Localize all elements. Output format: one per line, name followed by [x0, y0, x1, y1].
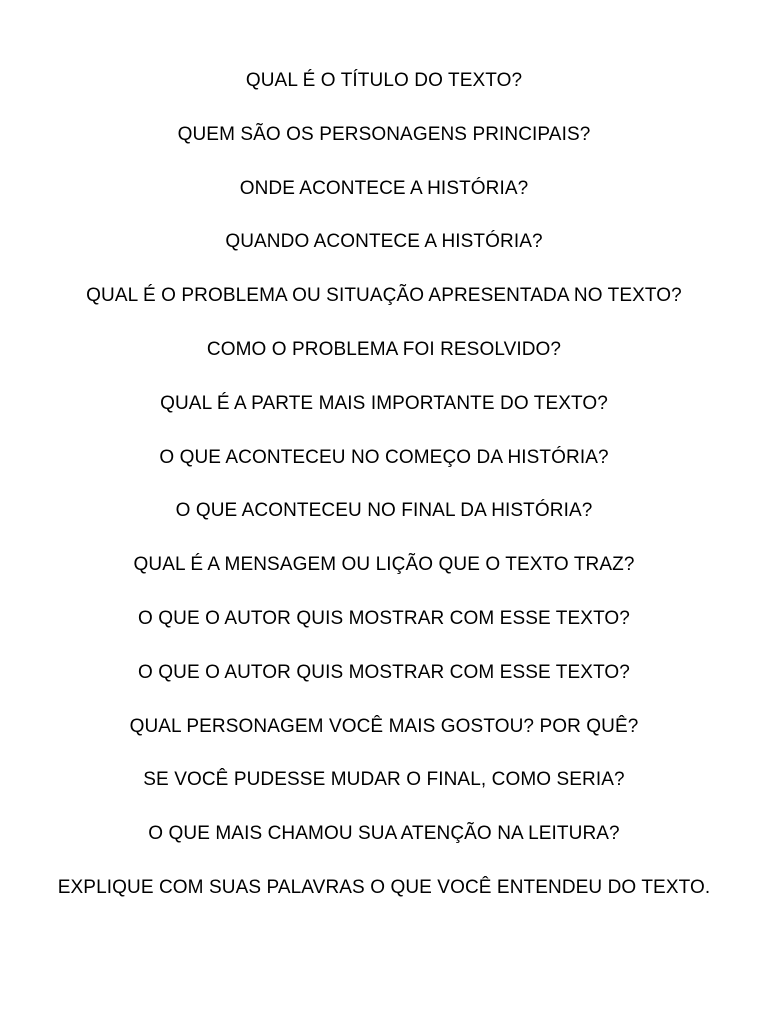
question-list	[0, 69, 768, 930]
question-10: QUAL É A MENSAGEM OU LIÇÃO QUE O TEXTO TRAZ?	[133, 554, 635, 576]
question-2: QUEM SÃO OS PERSONAGENS PRINCIPAIS?	[177, 123, 591, 145]
question-11: O QUE O AUTOR QUIS MOSTRAR COM ESSE TEXTO?	[138, 607, 630, 629]
question-8: O QUE ACONTECEU NO COMEÇO DA HISTÓRIA?	[159, 446, 609, 468]
question-7: QUAL É A PARTE MAIS IMPORTANTE DO TEXTO?	[160, 392, 608, 414]
question-9: O QUE ACONTECEU NO FINAL DA HISTÓRIA?	[175, 500, 593, 522]
question-12: O QUE O AUTOR QUIS MOSTRAR COM ESSE TEXTO?	[138, 661, 630, 683]
question-16: EXPLIQUE COM SUAS PALAVRAS O QUE VOCÊ ENTENDEU DO TEXTO.	[57, 876, 711, 898]
question-14: SE VOCÊ PUDESSE MUDAR O FINAL, COMO SERIA?	[143, 769, 625, 791]
question-5: QUAL É O PROBLEMA OU SITUAÇÃO APRESENTADA NO TEXTO?	[86, 285, 682, 307]
question-15: O QUE MAIS CHAMOU SUA ATENÇÃO NA LEITURA?	[148, 823, 620, 845]
question-1: QUAL É O TÍTULO DO TEXTO?	[245, 70, 523, 91]
question-6: COMO O PROBLEMA FOI RESOLVIDO?	[206, 338, 562, 360]
question-3: ONDE ACONTECE A HISTÓRIA?	[239, 177, 529, 199]
question-13: QUAL PERSONAGEM VOCÊ MAIS GOSTOU? POR QUÊ?	[129, 715, 639, 737]
question-4: QUANDO ACONTECE A HISTÓRIA?	[225, 231, 543, 253]
